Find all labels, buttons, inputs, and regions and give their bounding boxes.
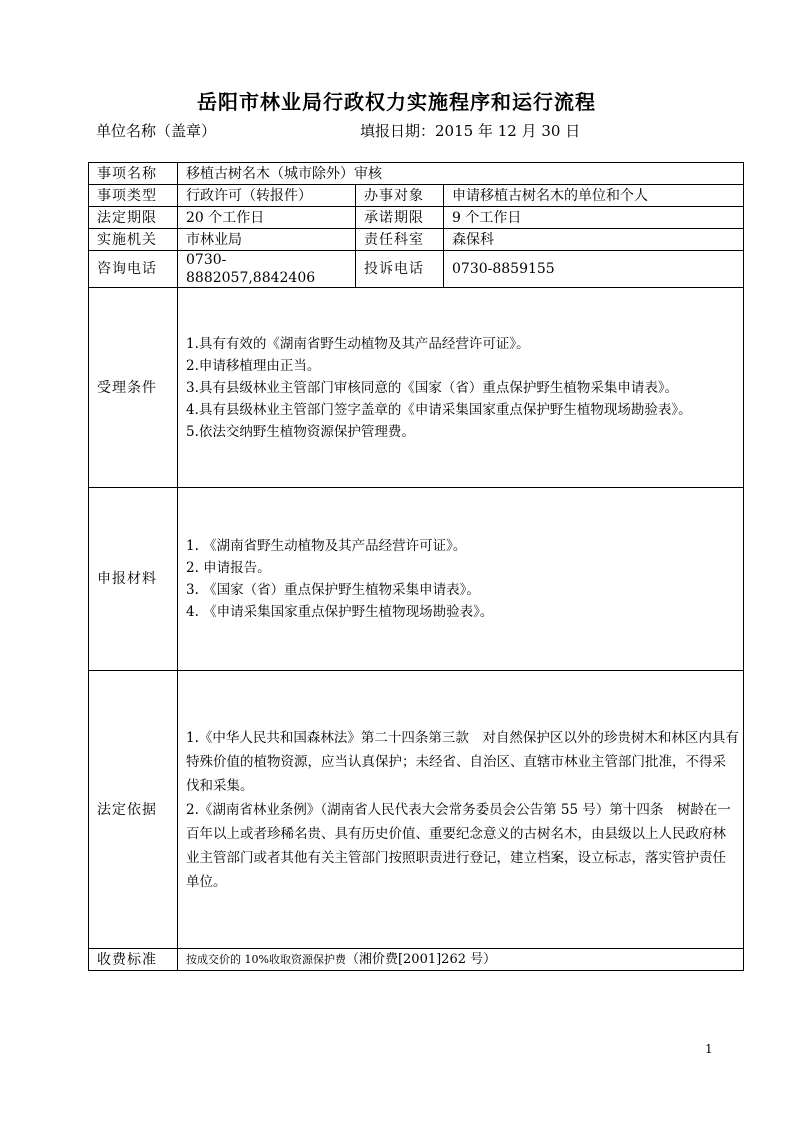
item-name-label: 事项名称 xyxy=(89,163,178,185)
row-materials xyxy=(89,488,744,671)
unit-name-label: 单位名称（盖章） xyxy=(96,122,217,140)
complaint-phone-value: 0730-8859155 xyxy=(444,251,744,288)
complaint-phone-label: 投诉电话 xyxy=(356,251,444,288)
row-legal-basis xyxy=(89,671,744,949)
legal-basis-item: 2.《湖南省林业条例》（湖南省人民代表大会常务委员会公告第 55 号）第十四条 树龄在一百年以上或者珍稀名贵、具有历史价值、重要纪念意义的古树名木，由县级以上人民政府林业主管部门或者其他有关主管部门按照职责进行登记，建立档案，设立标志，落实管护责任单位。 xyxy=(186,801,731,890)
department-label: 责任科室 xyxy=(356,229,444,251)
legal-deadline-value: 20 个工作日 xyxy=(178,207,356,229)
row-deadline xyxy=(89,207,744,229)
row-conditions xyxy=(89,288,744,488)
row-agency xyxy=(89,229,744,251)
department-value: 森保科 xyxy=(444,229,744,251)
legal-basis-label: 法定依据 xyxy=(89,671,178,949)
page-title: 岳阳市林业局行政权力实施程序和运行流程 xyxy=(197,90,596,114)
promised-deadline-label: 承诺期限 xyxy=(356,207,444,229)
legal-basis-item: 1.《中华人民共和国森林法》第二十四条第三款 对自然保护区以外的珍贵树木和林区内具有特殊价值的植物资源，应当认真保护；未经省、自治区、直辖市林业主管部门批准，不得采伐和采集。 xyxy=(186,729,739,794)
material-item: 3. 《国家（省）重点保护野生植物采集申请表》。 xyxy=(186,582,480,598)
fill-date: 填报日期：2015 年 12 月 30 日 xyxy=(360,122,581,140)
fee-ref: （湘价费[2001]262 号） xyxy=(345,952,497,967)
applicant-value: 申请移植古树名木的单位和个人 xyxy=(444,185,744,207)
agency-label: 实施机关 xyxy=(89,229,178,251)
item-name-value: 移植古树名木（城市除外）审核 xyxy=(178,163,744,185)
agency-value: 市林业局 xyxy=(178,229,356,251)
conditions-content xyxy=(178,288,744,488)
row-item-name xyxy=(89,163,744,185)
fee-content xyxy=(178,949,744,971)
materials-label: 申报材料 xyxy=(89,488,178,671)
condition-item: 3.具有县级林业主管部门审核同意的《国家（省）重点保护野生植物采集申请表》。 xyxy=(186,379,679,396)
condition-item: 4.具有县级林业主管部门签字盖章的《申请采集国家重点保护野生植物现场勘验表》。 xyxy=(186,401,692,418)
row-item-type xyxy=(89,185,744,207)
condition-item: 5.依法交纳野生植物资源保护管理费。 xyxy=(186,423,415,440)
conditions-label: 受理条件 xyxy=(89,288,178,488)
applicant-label: 办事对象 xyxy=(356,185,444,207)
condition-item: 2.申请移植理由正当。 xyxy=(186,357,321,374)
consult-phone-value: 0730-8882057,8842406 xyxy=(178,251,356,288)
fee-text: 按成交价的 10%收取资源保护费 xyxy=(186,953,346,966)
materials-content xyxy=(178,488,744,671)
row-fee xyxy=(89,949,744,971)
consult-phone-label: 咨询电话 xyxy=(89,251,178,288)
item-type-value: 行政许可（转报件） xyxy=(178,185,356,207)
promised-deadline-value: 9 个工作日 xyxy=(444,207,744,229)
legal-basis-content xyxy=(178,671,744,949)
page-number: 1 xyxy=(705,1042,713,1056)
material-item: 4. 《申请采集国家重点保护野生植物现场勘验表》。 xyxy=(186,604,494,620)
material-item: 2. 申请报告。 xyxy=(186,560,271,576)
fee-label: 收费标准 xyxy=(89,949,178,971)
info-table xyxy=(88,162,744,971)
item-type-label: 事项类型 xyxy=(89,185,178,207)
row-phone xyxy=(89,251,744,288)
legal-deadline-label: 法定期限 xyxy=(89,207,178,229)
material-item: 1. 《湖南省野生动植物及其产品经营许可证》。 xyxy=(186,538,467,554)
condition-item: 1.具有有效的《湖南省野生动植物及其产品经营许可证》。 xyxy=(186,335,530,352)
